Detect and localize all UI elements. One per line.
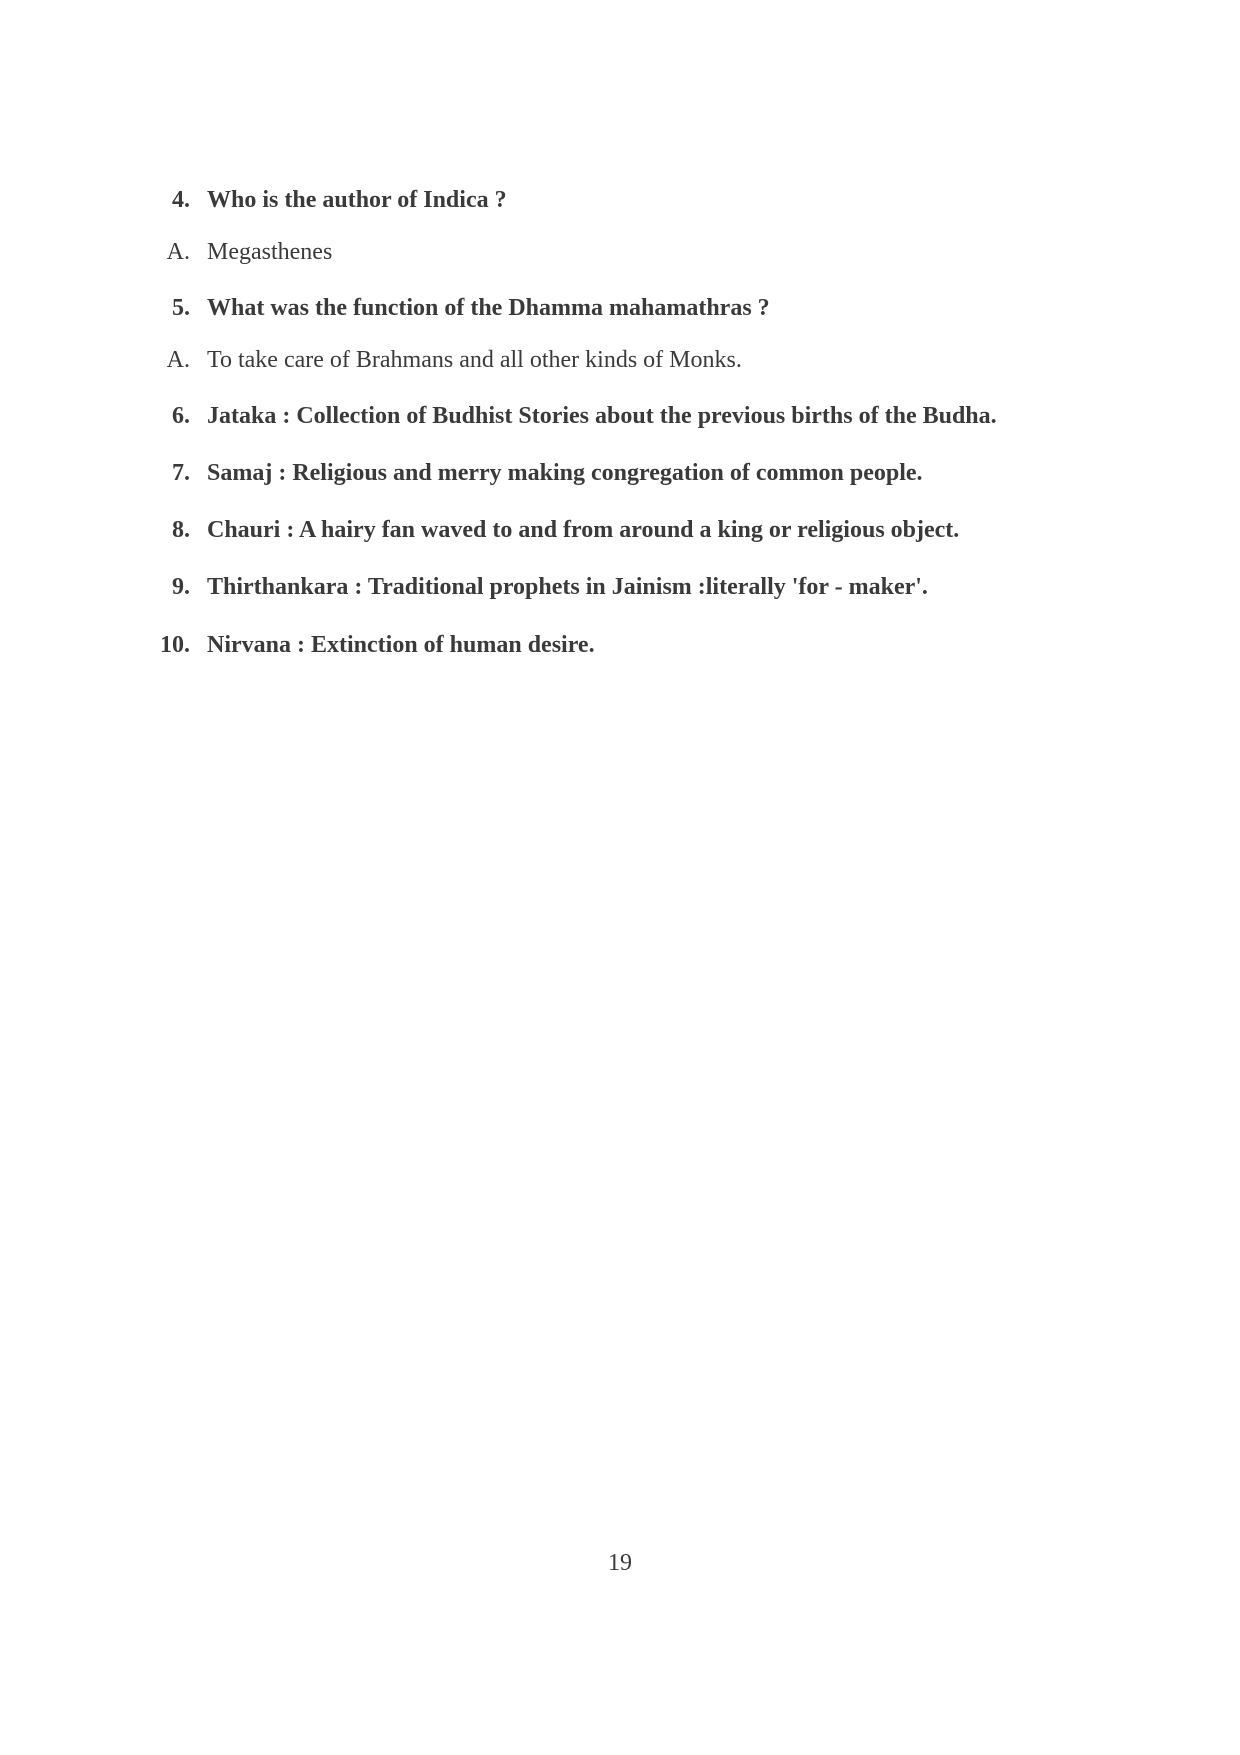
answer-marker: A. <box>166 239 190 265</box>
item-text: Chauri : A hairy fan waved to and from around a king or religious object. <box>207 517 960 543</box>
item-text: Jataka : Collection of Budhist Stories about the previous births of the Budha. <box>207 403 997 429</box>
item-text: Who is the author of Indica ? <box>207 187 507 213</box>
item-number: 10. <box>160 632 190 658</box>
item-number: 9. <box>172 574 190 600</box>
item-number: 6. <box>172 403 190 429</box>
item-text: What was the function of the Dhamma mahamathras ? <box>207 295 770 321</box>
item-number: 4. <box>172 187 190 213</box>
item-text: Nirvana : Extinction of human desire. <box>207 632 595 658</box>
answer-text: Megasthenes <box>207 239 333 265</box>
answer-marker: A. <box>166 347 190 373</box>
item-text: Samaj : Religious and merry making congregation of common people. <box>207 460 923 486</box>
item-text: Thirthankara : Traditional prophets in Jainism :literally 'for - maker'. <box>207 574 928 600</box>
item-number: 5. <box>172 295 190 321</box>
answer-text: To take care of Brahmans and all other kinds of Monks. <box>207 347 742 373</box>
item-number: 8. <box>172 517 190 543</box>
item-number: 7. <box>172 460 190 486</box>
page-number: 19 <box>608 1550 632 1576</box>
